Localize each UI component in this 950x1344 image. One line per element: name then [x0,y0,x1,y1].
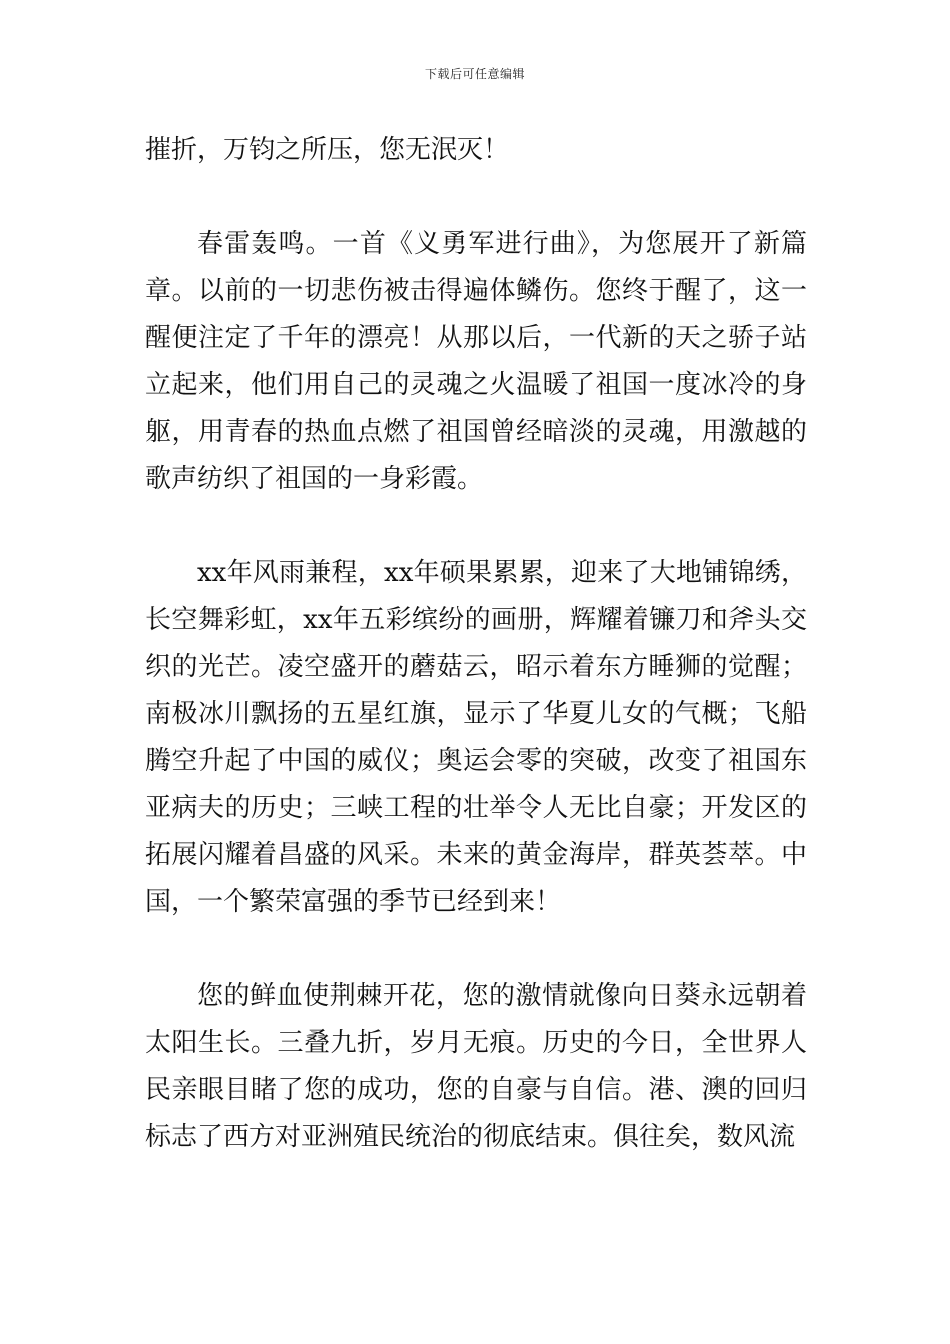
paragraph-spacer [145,503,807,550]
document-body [145,127,807,1161]
paragraph-3: xx年风雨兼程，xx年硕果累累，迎来了大地铺锦绣，长空舞彩虹，xx年五彩缤纷的画册，辉耀着镰刀和斧头交织的光芒。凌空盛开的蘑菇云，昭示着东方睡狮的觉醒；南极冰川飘扬的五星红旗，显示了华夏儿女的气概；飞船腾空升起了中国的威仪；奥运会零的突破，改变了祖国东亚病夫的历史；三峡工程的壮举令人无比自豪；开发区的拓展闪耀着昌盛的风采。未来的黄金海岸，群英荟萃。中国，一个繁荣富强的季节已经到来！ [145,558,807,917]
paragraph-spacer [145,926,807,973]
paragraph-1: 摧折，万钧之所压，您无泯灭！ [145,135,510,165]
page-header: 下载后可任意编辑 [424,67,525,81]
paragraph-spacer [145,174,807,221]
paragraph-4: 您的鲜血使荆棘开花，您的激情就像向日葵永远朝着太阳生长。三叠九折，岁月无痕。历史的今日，全世界人民亲眼目睹了您的成功，您的自豪与自信。港、澳的回归标志了西方对亚洲殖民统治的彻底结束。俱往矣，数风流 [145,981,807,1152]
paragraph-2: 春雷轰鸣。一首《义勇军进行曲》，为您展开了新篇章。以前的一切悲伤被击得遍体鳞伤。您终于醒了，这一醒便注定了千年的漂亮！从那以后，一代新的天之骄子站立起来，他们用自己的灵魂之火温暖了祖国一度冰冷的身躯，用青春的热血点燃了祖国曾经暗淡的灵魂，用激越的歌声纺织了祖国的一身彩霞。 [145,229,807,494]
